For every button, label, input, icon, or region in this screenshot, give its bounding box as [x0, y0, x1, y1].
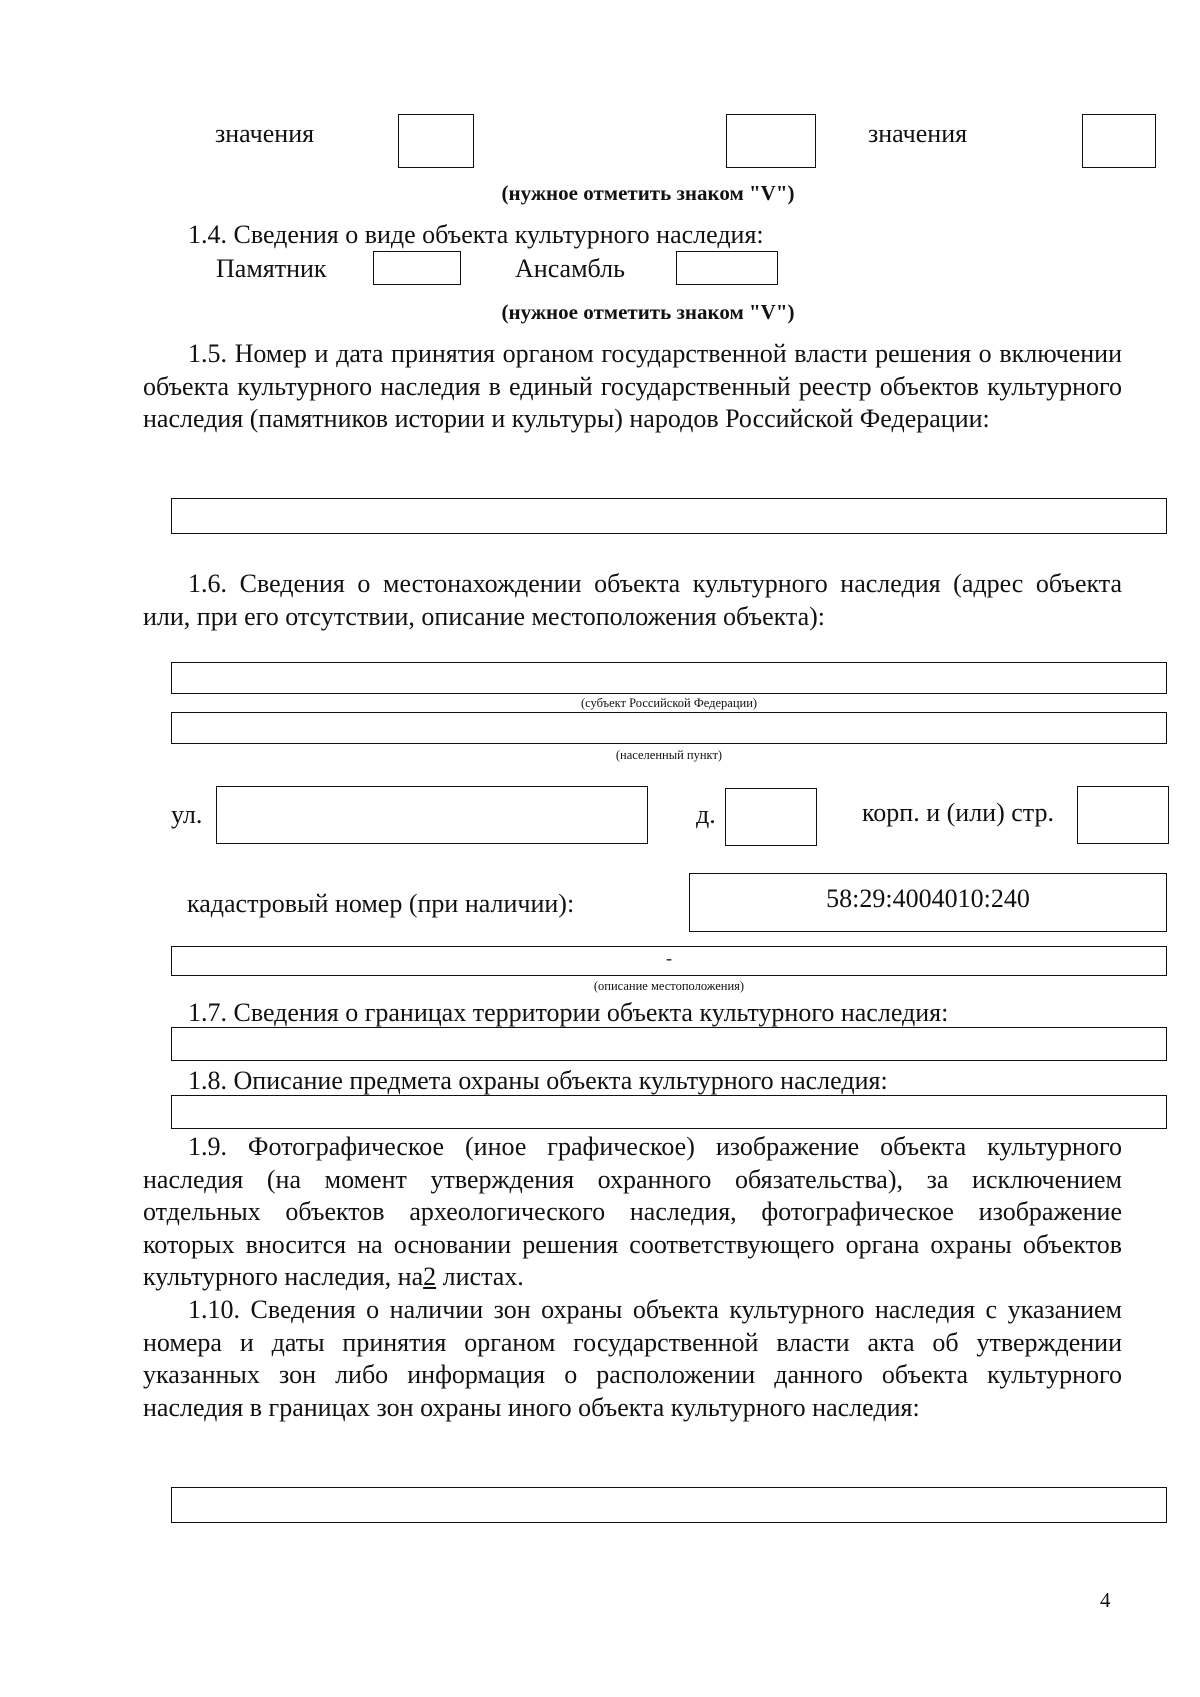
territory-boundaries-field[interactable]: [171, 1027, 1167, 1061]
mark-note-2: (нужное отметить знаком "V"): [501, 300, 795, 324]
street-label: ул.: [171, 800, 203, 829]
values-label-left: значения: [215, 119, 315, 148]
section-1-10-text-content: 1.10. Сведения о наличии зон охраны объекта культурного наследия с указанием номера и даты принятия органом государственной власти акта об утверждении указанных зон либо информация о расположении данного объекта культурного наследия в границах зон охраны иного объекта культурного наследия:: [143, 1295, 1122, 1422]
house-label: д.: [696, 800, 716, 829]
cadastral-field[interactable]: [689, 873, 1167, 932]
page-number: 4: [1100, 1588, 1111, 1612]
section-1-4-title: 1.4. Сведения о виде объекта культурного наследия:: [188, 220, 764, 249]
section-1-9-text-after: листах.: [442, 1262, 524, 1291]
section-1-9-text-before: 1.9. Фотографическое (иное графическое) изображение объекта культурного наследия (на момент утверждения охранного обязательства), за исключением отдельных объектов археологического наследия, фотографическое изображение которых вносится на основании решения соответствующего органа охраны объектов культурного наследия, на: [143, 1132, 1122, 1291]
location-description-value: -: [666, 948, 672, 968]
values-checkbox-middle[interactable]: [726, 114, 816, 168]
building-label: корп. и (или) стр.: [862, 798, 1054, 827]
location-description-field[interactable]: [171, 946, 1167, 976]
house-field[interactable]: [725, 788, 817, 846]
street-field[interactable]: [216, 786, 648, 844]
section-1-9-text: [143, 1131, 1122, 1294]
sheets-count: 2: [423, 1262, 437, 1291]
option-ensemble-label: Ансамбль: [515, 254, 625, 283]
subject-caption: (субъект Российской Федерации): [580, 696, 758, 710]
building-field[interactable]: [1077, 786, 1169, 844]
option-monument-label: Памятник: [216, 254, 327, 283]
option-ensemble-checkbox[interactable]: [676, 251, 778, 285]
section-1-7-title: 1.7. Сведения о границах территории объекта культурного наследия:: [188, 998, 949, 1027]
cadastral-label: кадастровый номер (при наличии):: [187, 889, 575, 918]
section-1-8-title: 1.8. Описание предмета охраны объекта культурного наследия:: [188, 1066, 888, 1095]
cadastral-value: 58:29:4004010:240: [826, 884, 1030, 913]
option-monument-checkbox[interactable]: [373, 251, 461, 285]
section-1-5-text: [143, 338, 1122, 436]
section-1-5-text-content: 1.5. Номер и дата принятия органом государственной власти решения о включении объекта культурного наследия в единый государственный реестр объектов культурного наследия (памятников истории и культуры) народов Российской Федерации:: [143, 339, 1122, 433]
protection-subject-field[interactable]: [171, 1095, 1167, 1129]
section-1-6-text-content: 1.6. Сведения о местонахождении объекта культурного наследия (адрес объекта или, при его отсутствии, описание местоположения объекта):: [143, 569, 1122, 631]
locality-caption: (населенный пункт): [615, 748, 723, 762]
section-1-10-text: [143, 1294, 1122, 1424]
protection-zones-field[interactable]: [171, 1487, 1167, 1523]
locality-field[interactable]: [171, 712, 1167, 744]
values-checkbox-left[interactable]: [398, 114, 474, 168]
values-checkbox-right[interactable]: [1082, 114, 1156, 168]
location-description-caption: (описание местоположения): [593, 979, 745, 993]
section-1-6-text: [143, 568, 1122, 633]
values-label-right: значения: [868, 119, 968, 148]
mark-note-1: (нужное отметить знаком "V"): [501, 181, 795, 205]
subject-field[interactable]: [171, 662, 1167, 694]
registry-decision-field[interactable]: [171, 498, 1167, 534]
